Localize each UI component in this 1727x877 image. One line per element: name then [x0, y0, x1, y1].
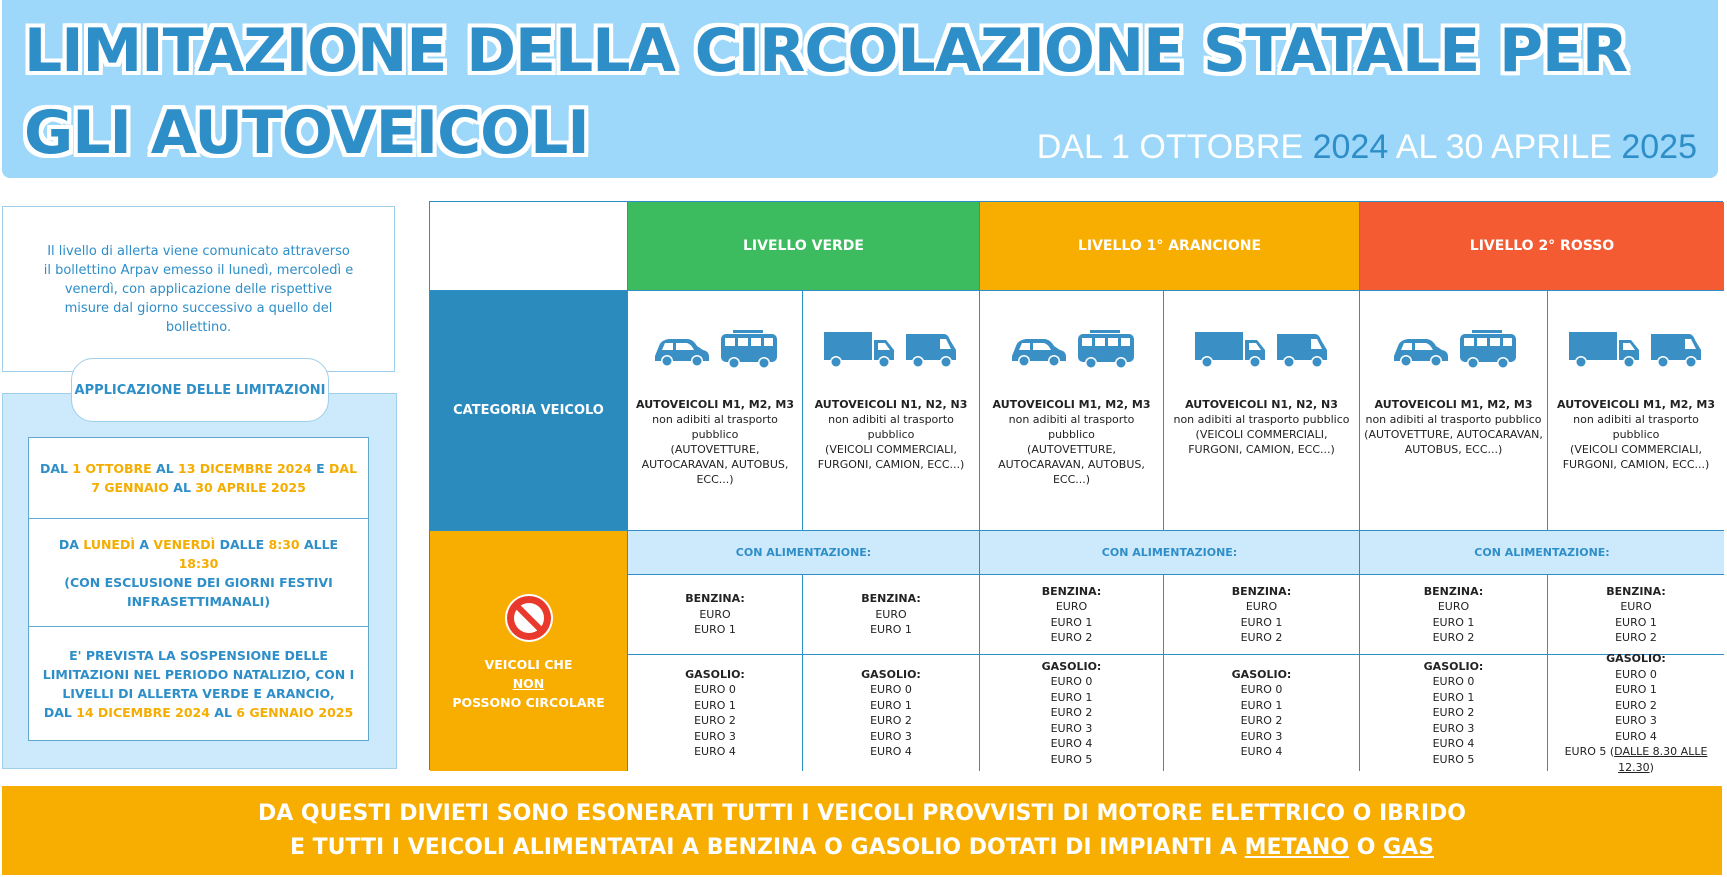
- vehicle-desc: (VEICOLI COMMERCIALI, FURGONI, CAMION, ECC...): [817, 443, 965, 471]
- gasolio-cell: [628, 655, 803, 771]
- date-text-2: AL 30 APRILE: [1388, 128, 1622, 166]
- benzina-label: BENZINA:: [1423, 584, 1484, 598]
- non-circolare-2: NON: [512, 675, 545, 691]
- car-icon: [1390, 330, 1452, 370]
- footer-line-1: DA QUESTI DIVIETI SONO ESONERATI TUTTI I VEICOLI PROVVISTI DI MOTORE ELETTRICO O IBRIDO: [257, 800, 1467, 826]
- alert-info-box: [2, 206, 395, 372]
- gasolio-label: GASOLIO:: [1423, 659, 1484, 673]
- vehicle-cell: [1548, 291, 1724, 531]
- benzina-value: EURO 1: [1050, 615, 1093, 629]
- van-icon: [1275, 330, 1331, 370]
- vehicle-sub: non adibiti al trasporto pubblico: [652, 413, 778, 441]
- gasolio-value: EURO 4: [1432, 737, 1475, 751]
- bus-icon: [1458, 329, 1518, 371]
- date-year-2: 2025: [1621, 128, 1697, 166]
- benzina-value: EURO 1: [1240, 615, 1283, 629]
- vehicle-cell: [1360, 291, 1548, 531]
- bus-icon: [1076, 329, 1136, 371]
- no-entry-icon: [502, 591, 556, 645]
- rule-suspension: E' PREVISTA LA SOSPENSIONE DELLE LIMITAZIONI NEL PERIODO NATALIZIO, CON I LIVELLI DI ALLERTA VERDE E ARANCIO, DAL 14 DICEMBRE 2024 AL 6 GENNAIO 2025: [29, 626, 368, 740]
- alimentazione-orange: CON ALIMENTAZIONE:: [980, 531, 1360, 575]
- limits-table: [429, 201, 1723, 774]
- gasolio-value: EURO 4: [1050, 737, 1093, 751]
- benzina-value: EURO: [1055, 600, 1088, 613]
- non-circolare-cell: [430, 531, 628, 771]
- gas-text: GAS: [1383, 834, 1434, 860]
- vehicle-title: AUTOVEICOLI M1, M2, M3: [992, 398, 1151, 411]
- categoria-veicolo: CATEGORIA VEICOLO: [430, 291, 628, 531]
- footer-banner: [2, 786, 1722, 875]
- gasolio-value: EURO 4: [694, 745, 736, 758]
- vehicle-title: AUTOVEICOLI N1, N2, N3: [814, 398, 968, 411]
- vehicle-desc: (VEICOLI COMMERCIALI, FURGONI, CAMION, ECC...): [1562, 443, 1710, 471]
- benzina-value: EURO 1: [870, 623, 912, 637]
- gasolio-label: GASOLIO:: [861, 667, 921, 681]
- gasolio-value: EURO 0: [1050, 675, 1093, 689]
- date-year-1: 2024: [1312, 128, 1389, 166]
- vehicle-sub: non adibiti al trasporto pubblico: [1365, 413, 1542, 426]
- date-text-1: DAL 1 OTTOBRE: [1036, 128, 1313, 166]
- vehicle-title: AUTOVEICOLI M1, M2, M3: [1557, 398, 1715, 411]
- gasolio-value: EURO 0: [870, 683, 912, 696]
- vehicle-cell: [1164, 291, 1360, 531]
- gasolio-value: EURO 4: [1615, 729, 1657, 743]
- truck-icon: [822, 330, 898, 370]
- benzina-value: EURO 2: [1615, 631, 1657, 644]
- gasolio-label: GASOLIO:: [1606, 652, 1666, 665]
- benzina-cell: [628, 575, 803, 655]
- benzina-value: EURO 1: [694, 623, 736, 637]
- benzina-cell: [1548, 575, 1724, 655]
- benzina-value: EURO: [875, 607, 907, 621]
- blank-corner: [430, 202, 628, 291]
- gasolio-value: EURO 2: [1240, 714, 1283, 727]
- gasolio-value: EURO 3: [870, 729, 912, 743]
- benzina-label: BENZINA:: [1606, 584, 1666, 598]
- gasolio-value: EURO 3: [1240, 729, 1283, 743]
- gasolio-value: EURO 3: [1432, 721, 1475, 735]
- gasolio-value: EURO 3: [1050, 721, 1093, 735]
- vehicle-desc: (VEICOLI COMMERCIALI, FURGONI, CAMION, ECC...): [1188, 428, 1335, 456]
- benzina-value: EURO 1: [1432, 615, 1475, 629]
- gasolio-value: EURO 2: [694, 714, 736, 727]
- alert-info-text: Il livello di allerta viene comunicato attraverso il bollettino Arpav emesso il lunedì, mercoledì e venerdì, con applicazione delle rispettive misure dal giorno successivo a quello del bollettino.: [43, 243, 354, 335]
- gasolio-value: EURO 5: [1432, 752, 1475, 766]
- vehicle-cell: [803, 291, 980, 531]
- footer-line-2: E TUTTI I VEICOLI ALIMENTATAI A BENZINA O GASOLIO DOTATI DI IMPIANTI A METANO O GAS: [289, 834, 1434, 860]
- gasolio-label: GASOLIO:: [1231, 667, 1292, 681]
- level-red: LIVELLO 2° ROSSO: [1360, 202, 1724, 291]
- gasolio-cell: [980, 655, 1164, 771]
- vehicle-sub: non adibiti al trasporto pubblico: [1008, 413, 1135, 441]
- gasolio-cell: [1164, 655, 1360, 771]
- vehicle-desc: (AUTOVETTURE, AUTOCARAVAN, AUTOBUS, ECC...): [1364, 428, 1543, 456]
- van-icon: [1649, 330, 1705, 370]
- gasolio-cell: [1548, 652, 1724, 774]
- gasolio-value: EURO 2: [1050, 706, 1093, 720]
- alimentazione-red: CON ALIMENTAZIONE:: [1360, 531, 1724, 575]
- vehicle-cell: [980, 291, 1164, 531]
- benzina-value: EURO: [699, 607, 731, 621]
- vehicle-sub: non adibiti al trasporto pubblico: [1173, 413, 1350, 426]
- apply-rules: [28, 437, 369, 741]
- gasolio-value: EURO 1: [694, 698, 736, 712]
- rule-hours: DA LUNEDÌ A VENERDÌ DALLE 8:30 ALLE 18:30 (CON ESCLUSIONE DEI GIORNI FESTIVI INFRASETTIMANALI): [29, 518, 368, 626]
- title-line-1: LIMITAZIONE DELLA CIRCOLAZIONE STATALE PER: [24, 16, 1628, 86]
- vehicle-sub: non adibiti al trasporto pubblico: [828, 413, 954, 441]
- gasolio-value: EURO 4: [870, 745, 912, 758]
- benzina-value: EURO 2: [1240, 631, 1283, 644]
- benzina-cell: [980, 575, 1164, 655]
- gasolio-value: EURO 1: [1615, 683, 1657, 696]
- non-circolare-1: VEICOLI CHE: [484, 656, 573, 672]
- benzina-value: EURO: [1620, 600, 1652, 613]
- non-circolare-3: POSSONO CIRCOLARE: [452, 694, 605, 710]
- gasolio-value: EURO 3: [694, 729, 736, 743]
- benzina-label: BENZINA:: [861, 592, 921, 606]
- benzina-label: BENZINA:: [1041, 584, 1102, 598]
- level-green: LIVELLO VERDE: [628, 202, 980, 291]
- gasolio-value: EURO 1: [1050, 690, 1093, 704]
- gasolio-cell: [803, 655, 980, 771]
- gasolio-value: EURO 1: [1432, 690, 1475, 704]
- vehicle-desc: (AUTOVETTURE, AUTOCARAVAN, AUTOBUS, ECC...): [641, 443, 789, 486]
- gasolio-value: EURO 3: [1615, 714, 1657, 727]
- benzina-value: EURO: [1245, 600, 1278, 613]
- benzina-value: EURO: [1437, 600, 1470, 613]
- vehicle-sub: non adibiti al trasporto pubblico: [1573, 413, 1699, 441]
- vehicle-desc: (AUTOVETTURE, AUTOCARAVAN, AUTOBUS, ECC...): [998, 443, 1145, 486]
- level-orange: LIVELLO 1° ARANCIONE: [980, 202, 1360, 291]
- gasolio-extra: EURO 5 (DALLE 8.30 ALLE 12.30): [1564, 745, 1708, 774]
- apply-title: APPLICAZIONE DELLE LIMITAZIONI: [71, 358, 329, 422]
- gasolio-value: EURO 0: [1432, 675, 1475, 689]
- vehicle-title: AUTOVEICOLI N1, N2, N3: [1185, 398, 1338, 411]
- car-icon: [651, 330, 713, 370]
- benzina-label: BENZINA:: [685, 592, 745, 606]
- bus-icon: [719, 329, 779, 371]
- gasolio-value: EURO 4: [1240, 745, 1283, 758]
- gasolio-value: EURO 5: [1050, 752, 1093, 766]
- benzina-value: EURO 2: [1432, 631, 1475, 644]
- gasolio-value: EURO 1: [870, 698, 912, 712]
- benzina-cell: [803, 575, 980, 655]
- title-line-2: GLI AUTOVEICOLI: [24, 98, 589, 168]
- gasolio-value: EURO 2: [1432, 706, 1475, 720]
- gasolio-label: GASOLIO:: [1041, 659, 1102, 673]
- van-icon: [904, 330, 960, 370]
- benzina-label: BENZINA:: [1231, 584, 1292, 598]
- benzina-cell: [1164, 575, 1360, 655]
- vehicle-title: AUTOVEICOLI M1, M2, M3: [1374, 398, 1533, 411]
- vehicle-cell: [628, 291, 803, 531]
- benzina-cell: [1360, 575, 1548, 655]
- gasolio-label: GASOLIO:: [685, 667, 745, 681]
- truck-icon: [1567, 330, 1643, 370]
- gasolio-value: EURO 0: [1240, 683, 1283, 696]
- date-range: [1037, 128, 1697, 167]
- gasolio-value: EURO 2: [870, 714, 912, 727]
- alimentazione-green: CON ALIMENTAZIONE:: [628, 531, 980, 575]
- gasolio-value: EURO 1: [1240, 698, 1283, 712]
- benzina-value: EURO 1: [1615, 615, 1657, 629]
- gasolio-cell: [1360, 655, 1548, 771]
- rule-dates: DAL 1 OTTOBRE AL 13 DICEMBRE 2024 E DAL 7 GENNAIO AL 30 APRILE 2025: [39, 461, 358, 495]
- benzina-value: EURO 2: [1050, 631, 1093, 644]
- vehicle-title: AUTOVEICOLI M1, M2, M3: [636, 398, 794, 411]
- metano-text: METANO: [1244, 834, 1350, 860]
- car-icon: [1008, 330, 1070, 370]
- gasolio-value: EURO 2: [1615, 698, 1657, 712]
- gasolio-value: EURO 0: [1615, 667, 1657, 681]
- truck-icon: [1193, 330, 1269, 370]
- gasolio-value: EURO 0: [694, 683, 736, 696]
